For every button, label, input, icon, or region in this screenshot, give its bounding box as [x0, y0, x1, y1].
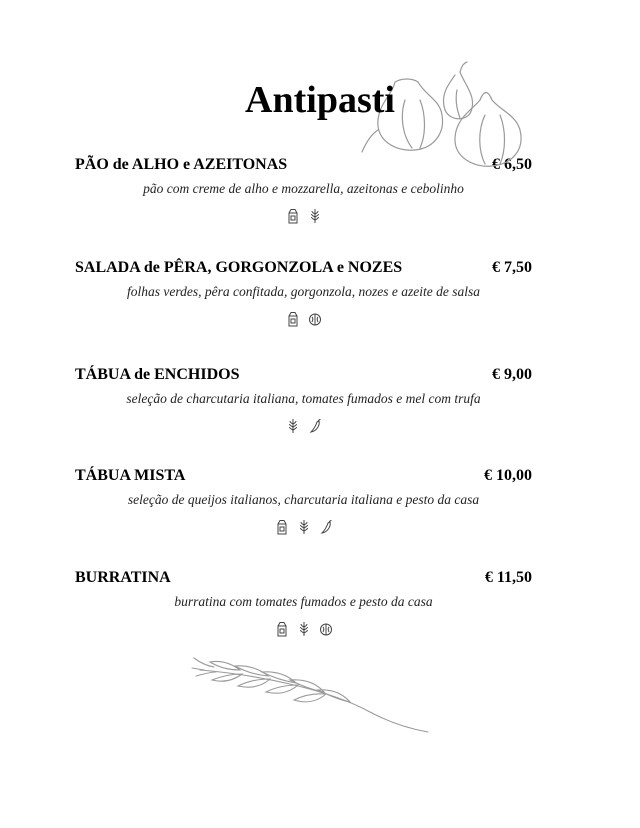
menu-item — [75, 568, 532, 639]
item-price: € 10,00 — [484, 467, 532, 484]
wheat-icon — [297, 519, 311, 535]
wheat-icon — [308, 208, 322, 224]
milk-carton-icon — [286, 208, 300, 224]
item-description: pão com creme de alho e mozzarella, azeitonas e cebolinho — [143, 181, 464, 196]
walnut-icon — [308, 311, 322, 327]
allergen-icons — [75, 418, 532, 436]
menu-item — [75, 365, 532, 436]
item-description: burratina com tomates fumados e pesto da casa — [174, 594, 433, 609]
item-name: TÁBUA MISTA — [75, 467, 186, 484]
allergen-icons — [75, 208, 532, 226]
wheat-illustration — [190, 650, 430, 735]
item-price: € 6,50 — [492, 156, 532, 173]
chili-icon — [319, 519, 333, 535]
item-price: € 11,50 — [484, 569, 532, 586]
item-price: € 9,00 — [492, 366, 532, 383]
allergen-icons — [75, 621, 532, 639]
item-name: SALADA de PÊRA, GORGONZOLA e NOZES — [75, 259, 403, 276]
item-name: BURRATINA — [75, 569, 171, 586]
wheat-icon — [286, 418, 300, 434]
chili-icon — [308, 418, 322, 434]
allergen-icons — [75, 519, 532, 537]
item-description: seleção de charcutaria italiana, tomates fumados e mel com trufa — [126, 391, 481, 406]
milk-carton-icon — [275, 621, 289, 637]
menu-item — [75, 466, 532, 537]
item-name: PÃO de ALHO e AZEITONAS — [75, 156, 288, 173]
item-price: € 7,50 — [492, 259, 532, 276]
milk-carton-icon — [286, 311, 300, 327]
item-description: seleção de queijos italianos, charcutaria italiana e pesto da casa — [127, 492, 480, 507]
menu-item — [75, 258, 532, 329]
item-name: TÁBUA de ENCHIDOS — [75, 366, 240, 383]
milk-carton-icon — [275, 519, 289, 535]
wheat-icon — [297, 621, 311, 637]
item-description: folhas verdes, pêra confitada, gorgonzola, nozes e azeite de salsa — [127, 284, 480, 299]
page-title: Antipasti — [245, 79, 395, 121]
allergen-icons — [75, 311, 532, 329]
walnut-icon — [319, 621, 333, 637]
